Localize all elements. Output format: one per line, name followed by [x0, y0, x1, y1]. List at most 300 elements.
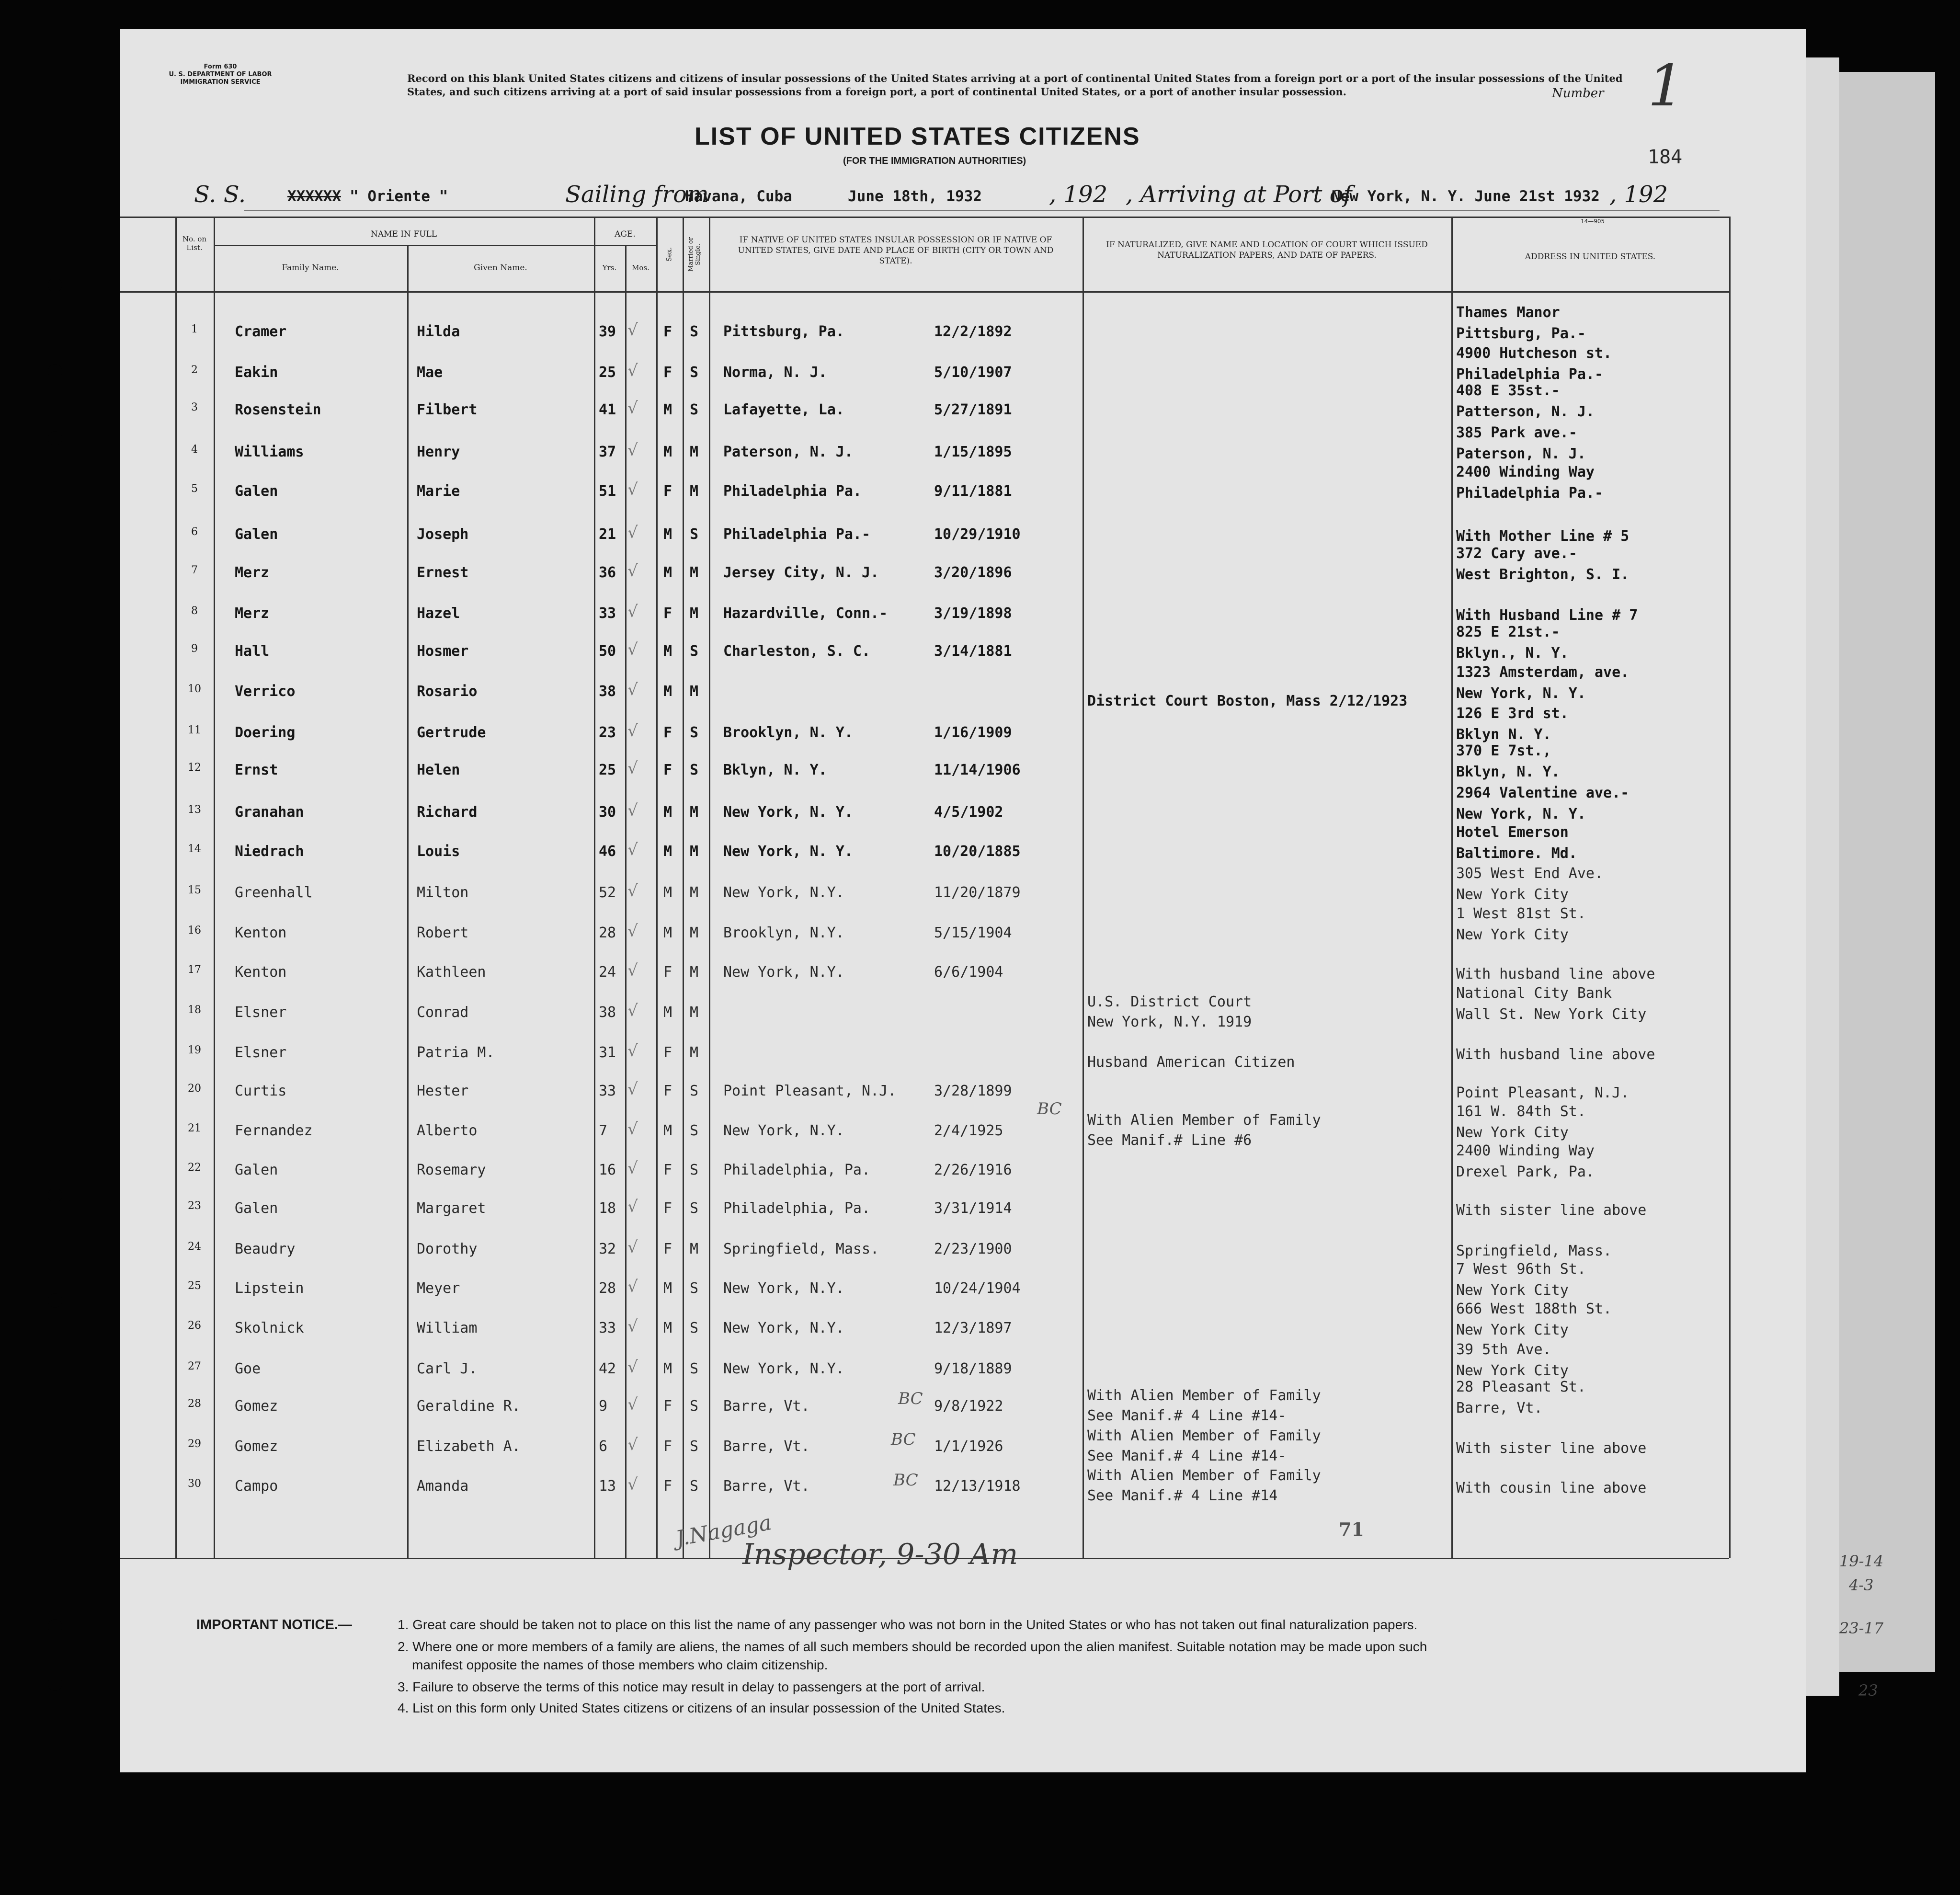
sex: M	[663, 1004, 672, 1021]
notice-label: IMPORTANT NOTICE.—	[196, 1617, 352, 1632]
number-value: 1	[1648, 53, 1685, 119]
check-mark: √	[627, 602, 638, 621]
from-date: June 18th, 1932	[848, 188, 982, 205]
header-naturalized: IF NATURALIZED, GIVE NAME AND LOCATION OF COURT WHICH ISSUED NATURALIZATION PAPERS, AND DATE OF PAPERS.	[1106, 240, 1428, 260]
given-name: Alberto	[417, 1122, 478, 1139]
address-line1: 305 West End Ave.	[1456, 865, 1604, 882]
marital-status: M	[690, 605, 699, 622]
sex: F	[663, 1083, 672, 1099]
row-number: 29	[188, 1438, 201, 1450]
row-number: 2	[191, 364, 198, 376]
birth-date: 10/24/1904	[934, 1280, 1021, 1297]
birth-date: 10/29/1910	[934, 526, 1021, 543]
address-line1: 385 Park ave.-	[1456, 424, 1577, 441]
check-mark: √	[627, 1119, 638, 1139]
address-line2: New York City	[1456, 1124, 1569, 1141]
check-mark: √	[627, 1277, 638, 1296]
marital-status: S	[690, 526, 699, 543]
check-mark: √	[627, 640, 638, 659]
check-mark: √	[627, 1395, 638, 1414]
given-name: Milton	[417, 884, 469, 901]
from-port: Havana, Cuba	[685, 188, 792, 205]
punch-hole	[48, 1188, 62, 1202]
family-name: Elsner	[235, 1044, 287, 1061]
address-line2: New York City	[1456, 1362, 1569, 1379]
marital-status: S	[690, 1478, 699, 1495]
family-name: Goe	[235, 1360, 261, 1377]
address-line2: Philadelphia Pa.-	[1456, 485, 1604, 502]
family-name: Kenton	[235, 925, 287, 941]
side-note: 23-17	[1839, 1619, 1884, 1637]
given-name: Dorothy	[417, 1241, 478, 1257]
check-mark: √	[627, 801, 638, 820]
given-name: Hosmer	[417, 643, 469, 660]
notice-item: 2. Where one or more members of a family are aliens, the names of all such members should be recorded upon the alien manifest. Suitable notation may be made upon such	[398, 1639, 1427, 1654]
row-number: 28	[188, 1398, 201, 1410]
marital-status: S	[690, 1360, 699, 1377]
arriving-port: New York, N. Y. June 21st 1932	[1332, 188, 1600, 205]
row-number: 22	[188, 1162, 201, 1174]
header-address: ADDRESS IN UNITED STATES.	[1525, 252, 1656, 262]
family-name: Fernandez	[235, 1122, 313, 1139]
age-years: 51	[599, 483, 616, 500]
family-name: Gomez	[235, 1438, 278, 1455]
family-name: Campo	[235, 1478, 278, 1495]
birth-date: 12/2/1892	[934, 323, 1012, 340]
birthplace: Jersey City, N. J.	[723, 564, 879, 581]
address-line2: Philadelphia Pa.-	[1456, 366, 1604, 383]
row-number: 5	[191, 483, 198, 495]
col-rule	[594, 217, 595, 1558]
address-line1: Thames Manor	[1456, 304, 1560, 321]
col-rule	[683, 217, 684, 1558]
given-name: Hazel	[417, 605, 460, 622]
birthplace: New York, N.Y.	[723, 1320, 844, 1336]
col-rule	[175, 217, 177, 1558]
marital-status: M	[690, 1241, 699, 1257]
age-years: 32	[599, 1241, 616, 1257]
punch-hole	[48, 278, 62, 292]
check-mark: √	[627, 922, 638, 941]
birthplace: Springfield, Mass.	[723, 1241, 879, 1257]
birth-date: 12/13/1918	[934, 1478, 1021, 1495]
given-name: Louis	[417, 843, 460, 860]
address-line2: New York City	[1456, 926, 1569, 943]
marital-status: S	[690, 1280, 699, 1297]
check-mark: √	[627, 361, 638, 380]
address-line2: New York, N. Y.	[1456, 806, 1586, 822]
address-line2: Barre, Vt.	[1456, 1400, 1543, 1416]
table-top-rule	[120, 217, 1729, 218]
check-mark: √	[627, 881, 638, 901]
sex: F	[663, 1044, 672, 1061]
family-name: Merz	[235, 564, 270, 581]
bc-note: BC	[1037, 1099, 1062, 1119]
address-line2: Paterson, N. J.	[1456, 445, 1586, 462]
age-years: 25	[599, 762, 616, 778]
row-number: 4	[191, 444, 198, 456]
address-line2: With sister line above	[1456, 1202, 1647, 1219]
form-code: 14—905	[1581, 218, 1605, 225]
side-note: 19-14	[1839, 1552, 1884, 1570]
marital-status: M	[690, 564, 699, 581]
col-rule	[709, 217, 710, 1558]
age-years: 30	[599, 804, 616, 821]
notice-item: 3. Failure to observe the terms of this notice may result in delay to passengers at the port of arrival.	[398, 1679, 985, 1694]
family-name: Rosenstein	[235, 401, 321, 418]
age-years: 37	[599, 444, 616, 460]
birthplace: Barre, Vt.	[723, 1478, 810, 1495]
header-yrs: Yrs.	[602, 263, 617, 272]
age-years: 18	[599, 1200, 616, 1217]
age-years: 38	[599, 1004, 616, 1021]
address-line1: 28 Pleasant St.	[1456, 1379, 1586, 1395]
sex: F	[663, 364, 672, 381]
age-years: 9	[599, 1398, 608, 1415]
naturalization-line1: With Alien Member of Family	[1087, 1467, 1321, 1484]
marital-status: S	[690, 364, 699, 381]
birthplace: Point Pleasant, N.J.	[723, 1083, 897, 1099]
marital-status: S	[690, 1438, 699, 1455]
birth-date: 5/15/1904	[934, 925, 1012, 941]
given-name: Hester	[417, 1083, 469, 1099]
check-mark: √	[627, 1475, 638, 1494]
birthplace: Brooklyn, N.Y.	[723, 925, 844, 941]
family-name: Greenhall	[235, 884, 313, 901]
check-mark: √	[627, 721, 638, 741]
given-name: Elizabeth A.	[417, 1438, 521, 1455]
birthplace: Barre, Vt.	[723, 1398, 810, 1415]
row-number: 23	[188, 1200, 201, 1212]
marital-status: S	[690, 762, 699, 778]
age-years: 24	[599, 964, 616, 981]
address-line1: 7 West 96th St.	[1456, 1261, 1586, 1278]
header-no: No. on List.	[182, 235, 207, 252]
naturalization-line1: With Alien Member of Family	[1087, 1112, 1321, 1129]
marital-status: M	[690, 925, 699, 941]
family-name: Verrico	[235, 683, 296, 700]
form-number: Form 630	[204, 63, 237, 70]
header-given-name: Given Name.	[474, 263, 527, 273]
birthplace: New York, N.Y.	[723, 884, 844, 901]
given-name: Gertrude	[417, 724, 486, 741]
notice-item: 4. List on this form only United States citizens or citizens of an insular possession of the United States.	[398, 1701, 1005, 1715]
row-number: 30	[188, 1478, 201, 1490]
initials-note: J.Nagaga	[674, 1510, 774, 1552]
address-line2: With sister line above	[1456, 1440, 1647, 1457]
row-number: 13	[188, 804, 201, 816]
header-age: AGE.	[615, 229, 636, 239]
side-note: 4-3	[1849, 1576, 1874, 1594]
sex: M	[663, 1122, 672, 1139]
birth-date: 3/14/1881	[934, 643, 1012, 660]
family-name: Hall	[235, 643, 270, 660]
age-years: 42	[599, 1360, 616, 1377]
sailing-underline	[244, 210, 1720, 211]
given-name: Rosemary	[417, 1162, 486, 1178]
marital-status: M	[690, 683, 699, 700]
check-mark: √	[627, 399, 638, 418]
department: U. S. DEPARTMENT OF LABOR	[169, 71, 272, 78]
birth-date: 1/1/1926	[934, 1438, 1003, 1455]
sex: M	[663, 526, 672, 543]
sex: F	[663, 964, 672, 981]
birthplace: Norma, N. J.	[723, 364, 827, 381]
naturalization-line1: With Alien Member of Family	[1087, 1427, 1321, 1444]
given-name: Marie	[417, 483, 460, 500]
passenger-count: 71	[1339, 1518, 1364, 1540]
sex: M	[663, 643, 672, 660]
sex: M	[663, 804, 672, 821]
marital-status: M	[690, 843, 699, 860]
address-line2: With husband line above	[1456, 966, 1655, 982]
given-name: Geraldine R.	[417, 1398, 521, 1415]
marital-status: S	[690, 643, 699, 660]
given-name: Patria M.	[417, 1044, 495, 1061]
sex: M	[663, 1360, 672, 1377]
check-mark: √	[627, 1041, 638, 1061]
age-years: 13	[599, 1478, 616, 1495]
naturalization-line2: Husband American Citizen	[1087, 1054, 1295, 1071]
birth-date: 9/8/1922	[934, 1398, 1003, 1415]
family-name: Williams	[235, 444, 304, 460]
family-name: Eakin	[235, 364, 278, 381]
birth-date: 10/20/1885	[934, 843, 1021, 860]
naturalization-line2: See Manif.# 4 Line #14-	[1087, 1448, 1287, 1464]
sex: F	[663, 1478, 672, 1495]
ss-label: S. S.	[194, 181, 246, 208]
birthplace: Brooklyn, N. Y.	[723, 724, 853, 741]
address-line1: 126 E 3rd st.	[1456, 705, 1569, 722]
address-line2: New York City	[1456, 886, 1569, 903]
family-name: Cramer	[235, 323, 287, 340]
naturalization-line2: New York, N.Y. 1919	[1087, 1014, 1252, 1030]
age-years: 46	[599, 843, 616, 860]
arriving-label: , Arriving at Port of	[1126, 181, 1352, 208]
row-number: 8	[191, 605, 198, 617]
row-number: 14	[188, 843, 201, 855]
birthplace: New York, N.Y.	[723, 1280, 844, 1297]
marital-status: M	[690, 884, 699, 901]
row-number: 6	[191, 526, 198, 538]
given-name: Rosario	[417, 683, 478, 700]
address-line2: West Brighton, S. I.	[1456, 566, 1630, 583]
marital-status: S	[690, 1200, 699, 1217]
row-number: 1	[191, 323, 198, 335]
age-years: 33	[599, 605, 616, 622]
age-years: 25	[599, 364, 616, 381]
given-name: Carl J.	[417, 1360, 478, 1377]
sex: M	[663, 401, 672, 418]
number-label: Number	[1552, 86, 1604, 101]
family-name: Galen	[235, 526, 278, 543]
family-name: Merz	[235, 605, 270, 622]
check-mark: √	[627, 1317, 638, 1336]
given-name: Kathleen	[417, 964, 486, 981]
sex: M	[663, 884, 672, 901]
col-rule	[656, 217, 658, 1558]
age-years: 39	[599, 323, 616, 340]
address-line2: Wall St. New York City	[1456, 1006, 1647, 1023]
bc-note: BC	[898, 1389, 923, 1408]
age-years: 28	[599, 1280, 616, 1297]
address-line2: With cousin line above	[1456, 1480, 1647, 1496]
sex: F	[663, 762, 672, 778]
row-number: 21	[188, 1122, 201, 1134]
ship-name: " Oriente "	[350, 188, 448, 205]
family-name: Elsner	[235, 1004, 287, 1021]
marital-status: M	[690, 964, 699, 981]
naturalization-line2: See Manif.# 4 Line #14	[1087, 1487, 1278, 1504]
age-years: 33	[599, 1320, 616, 1336]
address-line2: With Husband Line # 7	[1456, 607, 1638, 624]
birthplace: Lafayette, La.	[723, 401, 844, 418]
address-line1: 2964 Valentine ave.-	[1456, 785, 1630, 801]
marital-status: S	[690, 1320, 699, 1336]
sex: M	[663, 564, 672, 581]
family-name: Galen	[235, 483, 278, 500]
age-years: 36	[599, 564, 616, 581]
sex: M	[663, 683, 672, 700]
header-mos: Mos.	[632, 263, 650, 272]
sex: F	[663, 1398, 672, 1415]
birthplace: Philadelphia Pa.	[723, 483, 862, 500]
sex: F	[663, 483, 672, 500]
col-rule	[1729, 217, 1731, 1558]
marital-status: M	[690, 804, 699, 821]
header-sex: Sex.	[665, 247, 673, 262]
bc-note: BC	[893, 1471, 918, 1490]
given-name: Richard	[417, 804, 478, 821]
check-mark: √	[627, 680, 638, 699]
birthplace: Charleston, S. C.	[723, 643, 871, 660]
marital-status: M	[690, 1044, 699, 1061]
notice-item: 1. Great care should be taken not to place on this list the name of any passenger who was not born in the United States or who has not taken out final naturalization papers.	[398, 1617, 1418, 1632]
age-group-rule	[594, 245, 656, 246]
address-line2: With Mother Line # 5	[1456, 528, 1630, 545]
preamble: Record on this blank United States citizens and citizens of insular possessions of the United States arriving at a port of continental United States from a foreign port or a port of the insular possessions of the United States, and such citizens arriving at a port of said insular possessions from a foreign port, a port of continental United States, or a port of another insular possession.	[407, 72, 1623, 98]
given-name: Filbert	[417, 401, 478, 418]
given-name: Robert	[417, 925, 469, 941]
address-line1: 161 W. 84th St.	[1456, 1103, 1586, 1120]
birth-date: 11/14/1906	[934, 762, 1021, 778]
address-line2: New York City	[1456, 1322, 1569, 1338]
check-mark: √	[627, 840, 638, 859]
check-mark: √	[627, 523, 638, 542]
address-line1: 825 E 21st.-	[1456, 624, 1560, 640]
family-name: Gomez	[235, 1398, 278, 1415]
birth-date: 9/11/1881	[934, 483, 1012, 500]
birthplace: Philadelphia, Pa.	[723, 1200, 871, 1217]
birth-date: 9/18/1889	[934, 1360, 1012, 1377]
given-name: Margaret	[417, 1200, 486, 1217]
row-number: 10	[188, 683, 201, 695]
inspector-signature: Inspector, 9-30 Am	[742, 1538, 1018, 1571]
given-name: Helen	[417, 762, 460, 778]
birth-date: 3/20/1896	[934, 564, 1012, 581]
punch-hole	[48, 1619, 62, 1633]
form-id-block	[148, 63, 292, 86]
row-number: 12	[188, 762, 201, 774]
name-group-rule	[214, 245, 594, 246]
marital-status: S	[690, 1083, 699, 1099]
naturalization-line1: U.S. District Court	[1087, 993, 1252, 1010]
address-line1: 1323 Amsterdam, ave.	[1456, 664, 1630, 681]
marital-status: M	[690, 444, 699, 460]
address-line1: 2400 Winding Way	[1456, 1142, 1595, 1159]
check-mark: √	[627, 1238, 638, 1257]
address-line1: 4900 Hutcheson st.	[1456, 345, 1612, 362]
check-mark: √	[627, 1197, 638, 1216]
age-years: 50	[599, 643, 616, 660]
address-line2: New York, N. Y.	[1456, 685, 1586, 702]
col-rule	[625, 245, 627, 1558]
check-mark: √	[627, 1358, 638, 1377]
sex: M	[663, 1320, 672, 1336]
family-name: Galen	[235, 1200, 278, 1217]
sex: M	[663, 925, 672, 941]
birth-date: 3/31/1914	[934, 1200, 1012, 1217]
age-years: 6	[599, 1438, 608, 1455]
family-name: Galen	[235, 1162, 278, 1178]
row-number: 16	[188, 925, 201, 936]
given-name: Henry	[417, 444, 460, 460]
family-name: Skolnick	[235, 1320, 304, 1336]
address-line1: 372 Cary ave.-	[1456, 545, 1577, 562]
birth-date: 12/3/1897	[934, 1320, 1012, 1336]
birthplace: Barre, Vt.	[723, 1438, 810, 1455]
marital-status: M	[690, 1004, 699, 1021]
family-name: Ernst	[235, 762, 278, 778]
sailing-from-label: Sailing from	[565, 181, 709, 208]
address-line1: 39 5th Ave.	[1456, 1341, 1551, 1358]
row-number: 24	[188, 1241, 201, 1253]
birthplace: Bklyn, N. Y.	[723, 762, 827, 778]
header-family-name: Family Name.	[282, 263, 339, 273]
given-name: Conrad	[417, 1004, 469, 1021]
check-mark: √	[627, 320, 638, 340]
check-mark: √	[627, 1001, 638, 1020]
birthplace: New York, N.Y.	[723, 1360, 844, 1377]
notice-item: manifest opposite the names of those members who claim citizenship.	[412, 1657, 828, 1672]
family-name: Doering	[235, 724, 296, 741]
col-rule	[407, 245, 409, 1558]
family-name: Lipstein	[235, 1280, 304, 1297]
birth-date: 2/4/1925	[934, 1122, 1003, 1139]
sex: M	[663, 444, 672, 460]
birthplace: New York, N. Y.	[723, 804, 853, 821]
address-line2: New York City	[1456, 1282, 1569, 1299]
year-suffix: , 192	[1049, 181, 1108, 208]
given-name: Mae	[417, 364, 443, 381]
col-rule	[1451, 217, 1453, 1558]
birth-date: 3/28/1899	[934, 1083, 1012, 1099]
naturalization-line2: See Manif.# Line #6	[1087, 1132, 1252, 1149]
address-line2: Bklyn N. Y.	[1456, 726, 1551, 743]
sex: M	[663, 843, 672, 860]
age-years: 38	[599, 683, 616, 700]
age-years: 52	[599, 884, 616, 901]
row-number: 3	[191, 401, 198, 413]
ship-struck: XXXXXX	[287, 188, 341, 205]
given-name: Hilda	[417, 323, 460, 340]
check-mark: √	[627, 1080, 638, 1099]
year-suffix: , 192	[1609, 181, 1668, 208]
address-line2: Baltimore. Md.	[1456, 845, 1577, 862]
family-name: Granahan	[235, 804, 304, 821]
sex: F	[663, 724, 672, 741]
address-line2: Drexel Park, Pa.	[1456, 1164, 1595, 1180]
